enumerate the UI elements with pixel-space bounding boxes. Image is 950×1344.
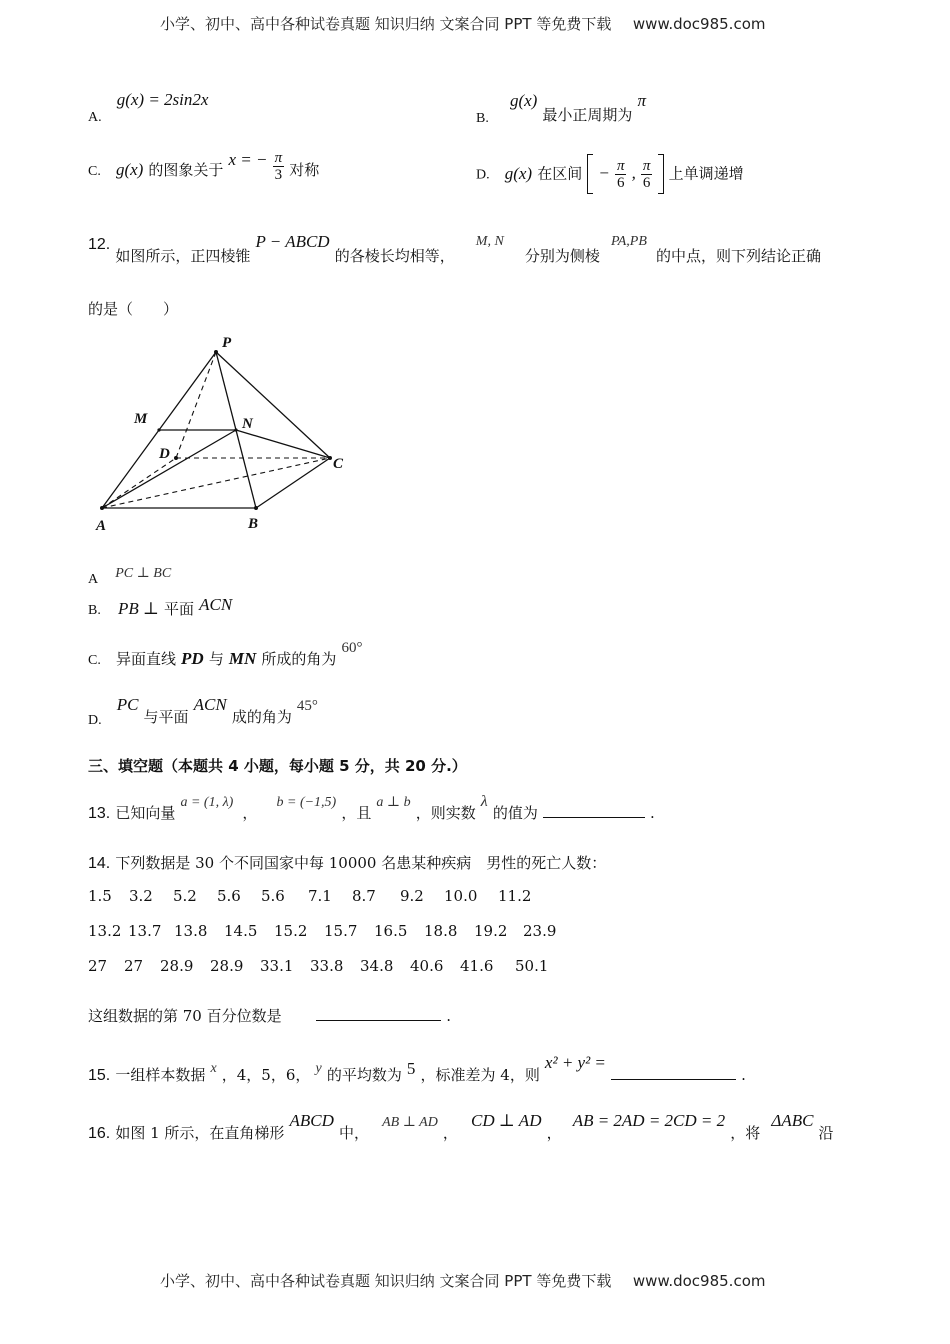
q13-text-2: ，且 bbox=[341, 804, 372, 822]
answer-blank[interactable] bbox=[543, 817, 645, 818]
point-dot-M bbox=[157, 428, 160, 431]
option-text-2: 成的角为 bbox=[231, 708, 292, 726]
answer-blank[interactable] bbox=[611, 1079, 736, 1080]
option-text-1: 异面直线 bbox=[115, 650, 176, 668]
condition-3: AB = 2AD = 2CD = 2 bbox=[572, 1111, 726, 1130]
question-number: 14. bbox=[88, 855, 111, 872]
pi-symbol: π bbox=[637, 91, 647, 110]
var-x: x bbox=[210, 1061, 217, 1076]
question-number: 15. bbox=[88, 1067, 111, 1084]
diagonal-AC-hidden bbox=[102, 458, 330, 508]
data-row-3: 27 27 28.9 28.9 33.1 33.8 34.8 40.6 41.6 50.1 bbox=[88, 957, 549, 975]
header-text: 小学、初中、高中各种试卷真题 知识归纳 文案合同 PPT 等免费下载 bbox=[160, 15, 612, 33]
footer-url[interactable]: www.doc985.com bbox=[632, 1272, 766, 1290]
q12-stem-line2: 的是（ ） bbox=[88, 300, 179, 318]
data-row-1: 1.5 3.2 5.2 5.6 5.6 7.1 8.7 9.2 10.0 11.2 bbox=[88, 887, 532, 905]
edge-AD-hidden bbox=[102, 458, 176, 508]
fraction: $\frac{\pi}{3}$ bbox=[274, 150, 283, 183]
stem-text-4: 的中点，则下列结论正确 bbox=[656, 247, 822, 265]
condition-2: CD ⊥ AD bbox=[471, 1111, 542, 1130]
q11-option-a[interactable] bbox=[88, 90, 209, 125]
option-label: D. bbox=[476, 167, 490, 183]
option-label: A bbox=[88, 572, 99, 587]
stem-math-1: P − ABCD bbox=[255, 232, 330, 251]
q16-sep-1: ， bbox=[442, 1124, 458, 1142]
point-dot-N bbox=[234, 428, 237, 431]
q13-text-1: 已知向量 bbox=[115, 804, 176, 822]
option-label: C. bbox=[88, 653, 101, 668]
vertex-dot-B bbox=[254, 506, 258, 510]
header-url[interactable]: www.doc985.com bbox=[632, 15, 766, 33]
q15-text-3: 的平均数为 bbox=[326, 1066, 402, 1084]
right-bracket bbox=[658, 154, 664, 194]
equation: x = − bbox=[228, 150, 268, 169]
q15-end: . bbox=[741, 1066, 746, 1084]
vertex-dot-D bbox=[174, 456, 178, 460]
pyramid-figure bbox=[90, 330, 360, 535]
question-number: 16. bbox=[88, 1125, 111, 1142]
mean-value: 5 bbox=[406, 1059, 416, 1078]
answer-blank[interactable] bbox=[316, 1020, 441, 1021]
minus-sign: − bbox=[598, 163, 610, 183]
formula: PC ⊥ BC bbox=[115, 566, 172, 581]
label-C: C bbox=[333, 456, 344, 472]
angle-value: 60° bbox=[341, 640, 363, 656]
option-text-2: 与 bbox=[208, 650, 224, 668]
q13-text-3: ，则实数 bbox=[415, 804, 476, 822]
option-text-2: 上单调递增 bbox=[668, 164, 744, 183]
section-heading: 三、填空题（本题共 4 小题，每小题 5 分，共 20 分.） bbox=[88, 757, 467, 775]
formula: g(x) bbox=[509, 91, 538, 110]
stem-math-2: M, N bbox=[475, 234, 504, 249]
vertex-dot-C bbox=[328, 456, 332, 460]
q14-ask bbox=[88, 1005, 451, 1026]
q15-text-1: 一组样本数据 bbox=[115, 1066, 206, 1084]
formula: PB ⊥ bbox=[117, 599, 159, 618]
vertex-dot-A bbox=[100, 506, 104, 510]
triangle-name: ΔABC bbox=[771, 1111, 814, 1130]
option-text-3: 所成的角为 bbox=[261, 650, 337, 668]
formula: g(x) bbox=[504, 163, 533, 183]
q15-text-4: ，标准差为 4，则 bbox=[420, 1066, 540, 1084]
vector-b: b = (−1,5) bbox=[276, 795, 337, 810]
angle-value: 45° bbox=[296, 698, 318, 714]
label-D: D bbox=[159, 446, 170, 462]
trapezoid-name: ABCD bbox=[289, 1111, 334, 1130]
option-label: C. bbox=[88, 164, 101, 179]
q12-stem bbox=[88, 232, 822, 265]
option-label: B. bbox=[476, 111, 489, 126]
option-label: D. bbox=[88, 713, 102, 728]
stem-math-3: PA,PB bbox=[611, 234, 647, 249]
q11-option-c[interactable] bbox=[88, 150, 320, 187]
label-B: B bbox=[248, 516, 259, 532]
fraction-1: $\frac{\pi}{6}$ bbox=[616, 157, 625, 191]
option-text: 最小正周期为 bbox=[542, 106, 633, 124]
edge-BC bbox=[256, 458, 330, 508]
segment-AN bbox=[102, 430, 236, 508]
option-text-1: 与平面 bbox=[143, 708, 189, 726]
option-label: A. bbox=[88, 110, 102, 125]
edge-PC bbox=[216, 352, 330, 458]
q14-ask-text: 这组数据的第 70 百分位数是 bbox=[88, 1007, 282, 1025]
q16-sep-2: ， bbox=[546, 1124, 562, 1142]
stem-text-1: 如图所示，正四棱锥 bbox=[115, 247, 251, 265]
option-label: B. bbox=[88, 603, 101, 618]
q13-sep: ， bbox=[242, 804, 258, 822]
condition-1: AB ⊥ AD bbox=[382, 1115, 438, 1130]
footer-text: 小学、初中、高中各种试卷真题 知识归纳 文案合同 PPT 等免费下载 bbox=[160, 1272, 612, 1290]
question-number: 13. bbox=[88, 805, 111, 822]
q11-option-b[interactable] bbox=[476, 90, 647, 126]
label-N: N bbox=[242, 416, 253, 432]
line-PD: PD bbox=[181, 649, 204, 668]
q13-end: . bbox=[650, 804, 655, 822]
data-row-2: 13.2 13.7 13.8 14.5 15.2 15.7 16.5 18.8 19.2 23.9 bbox=[88, 922, 557, 940]
q15-text-2: ，4，5，6， bbox=[221, 1066, 311, 1084]
option-text: 平面 bbox=[164, 600, 195, 618]
formula: g(x) = 2sin2x bbox=[116, 90, 209, 109]
q14-end: . bbox=[446, 1007, 451, 1025]
q12-option-d[interactable] bbox=[88, 694, 318, 728]
segment-NC bbox=[236, 430, 330, 458]
q16-text-3: ，将 bbox=[730, 1124, 761, 1142]
line-MN: MN bbox=[228, 649, 257, 668]
q15 bbox=[88, 1052, 746, 1084]
perp-condition: a ⊥ b bbox=[376, 795, 411, 810]
option-text: 的图象关于 bbox=[148, 161, 224, 179]
q12-option-a[interactable] bbox=[88, 562, 172, 587]
q14-stem bbox=[88, 852, 606, 873]
q16-text-4: 沿 bbox=[818, 1124, 834, 1142]
plane-name: ACN bbox=[199, 595, 233, 614]
vector-a: a = (1, λ) bbox=[180, 795, 234, 810]
q11-option-d[interactable] bbox=[476, 154, 744, 194]
q12-option-b[interactable] bbox=[88, 595, 233, 619]
vertex-dot-P bbox=[214, 350, 218, 354]
var-y: y bbox=[315, 1061, 322, 1076]
option-text-2: 对称 bbox=[289, 161, 320, 179]
edge-PD-hidden bbox=[176, 352, 216, 458]
plane-ACN: ACN bbox=[193, 695, 227, 714]
label-A: A bbox=[96, 518, 107, 534]
lambda-symbol: λ bbox=[480, 793, 488, 810]
stem-text-2: 的各棱长均相等， bbox=[334, 247, 455, 265]
q13 bbox=[88, 790, 655, 822]
q16 bbox=[88, 1110, 834, 1142]
q16-text-2: 中， bbox=[339, 1124, 370, 1142]
question-number: 12. bbox=[88, 236, 111, 253]
q16-text-1: 如图 1 所示，在直角梯形 bbox=[115, 1124, 285, 1142]
q13-text-4: 的值为 bbox=[492, 804, 538, 822]
label-P: P bbox=[222, 335, 232, 351]
label-M: M bbox=[134, 411, 148, 427]
q12-option-c[interactable] bbox=[88, 636, 363, 668]
option-text: 在区间 bbox=[537, 164, 583, 183]
formula: g(x) bbox=[115, 160, 144, 179]
comma: , bbox=[631, 163, 636, 183]
line-PC: PC bbox=[116, 695, 139, 714]
page-header bbox=[160, 13, 765, 34]
q14-text: 下列数据是 30 个不同国家中每 10000 名患某种疾病 男性的死亡人数： bbox=[115, 854, 607, 872]
page-footer bbox=[160, 1270, 765, 1291]
expression: x² + y² = bbox=[544, 1053, 606, 1072]
left-bracket bbox=[587, 154, 593, 194]
fraction-2: $\frac{\pi}{6}$ bbox=[642, 157, 651, 191]
stem-text-3: 分别为侧棱 bbox=[524, 247, 600, 265]
